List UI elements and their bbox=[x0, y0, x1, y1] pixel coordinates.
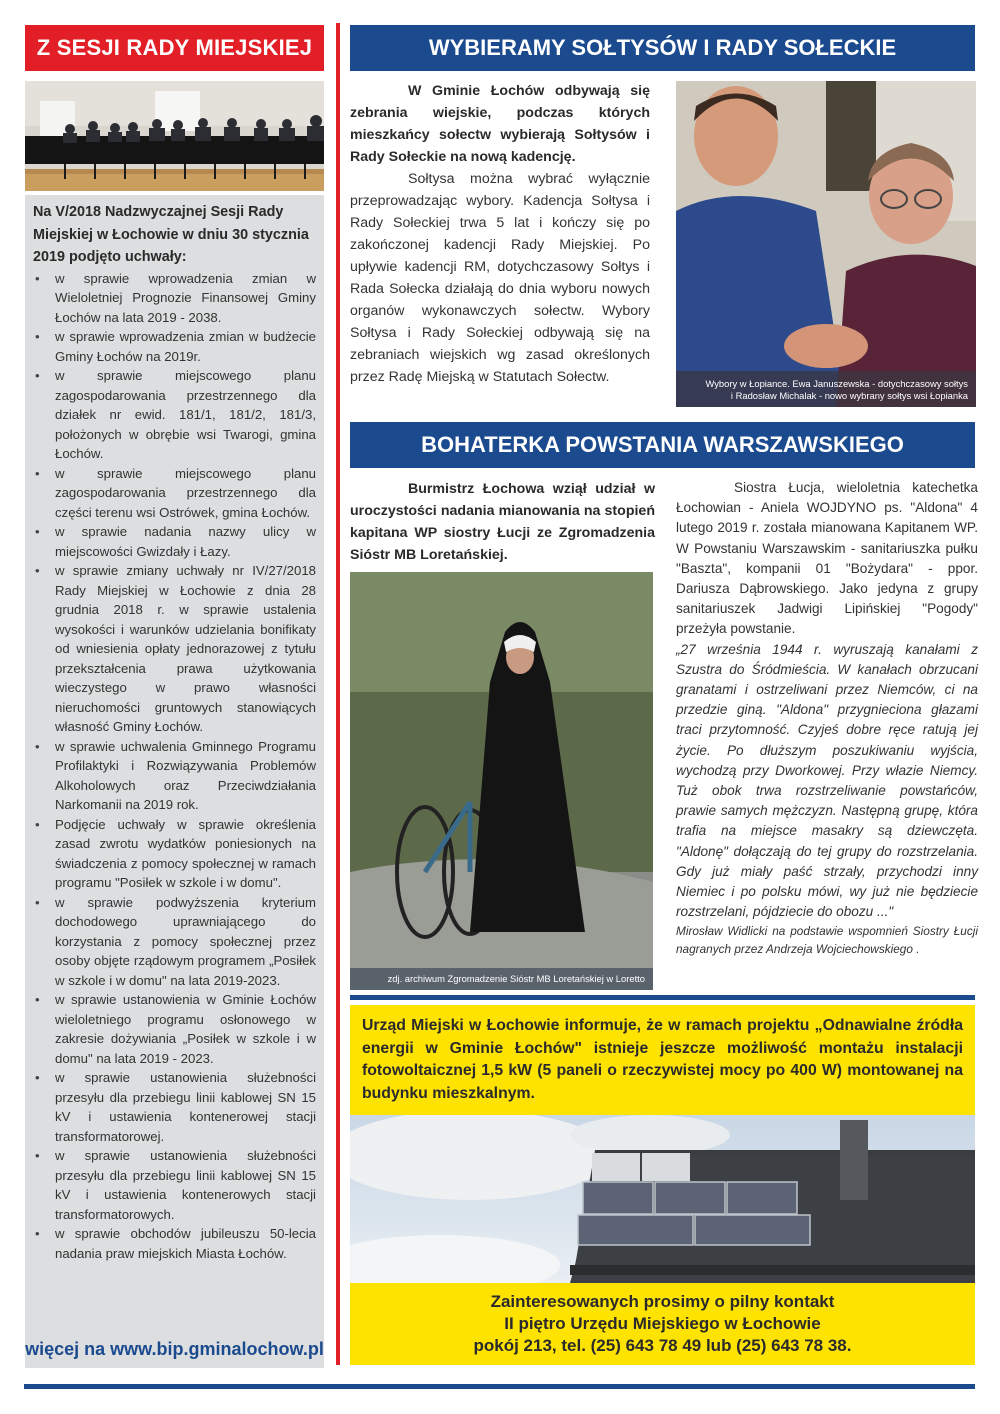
bip-website-link[interactable]: więcej na www.bip.gminalochow.pl bbox=[25, 1339, 324, 1359]
soltys-article bbox=[350, 80, 650, 388]
resolution-item: • w sprawie ustanowienia w Gminie Łochów wieloletniego programu osłonowego w zakresie dożywiania „Posiłek w szkole i w domu" na lata 2019 - 2023. bbox=[33, 990, 316, 1068]
bottom-blue-rule bbox=[24, 1384, 975, 1389]
contact-phone: pokój 213, tel. (25) 643 78 49 lub (25) 643 78 38. bbox=[473, 1336, 852, 1355]
heroine-lead-text: Burmistrz Łochowa wziął udział w uroczystości nadania mianowania na stopień kapitana WP siostry Łucji ze Zgromadzenia Sióstr MB Loretańskiej. bbox=[350, 481, 655, 563]
heroine-quote-author: Mirosław Widlicki na podstawie wspomnień Siostry Łucji nagranych przez Andrzeja Wojciechowskiego . bbox=[676, 924, 978, 957]
soltys-lead: W Gminie Łochów odbywają się zebrania wiejskie, podczas których mieszkańcy sołectw wybierają Sołtysów i Rady Sołeckie na nową kadencję. bbox=[350, 83, 650, 165]
heroine-article bbox=[676, 478, 978, 958]
heroine-photo-caption: zdj. archiwum Zgromadzenie Sióstr MB Loretańskiej w Loretto bbox=[387, 973, 645, 984]
soltys-body: Sołtysa można wybrać wyłącznie przeprowadzając wybory. Kadencja Sołtysa i Rady Sołeckiej trwa 5 lat i kończy się po zakończonej kadencji Rady Miejskiej. Po upływie kadencji RM, dotychczasowy Sołtys i Rada Sołecka działają do dnia wyboru nowych organów wykonawczych sołectw. Wybory Sołtysa i Rady Sołeckiej odbywają się na zebraniach wiejskich wg zasad określonych przez Radę Miejską w Statutach Sołectw. bbox=[350, 171, 650, 385]
contact-line: Zainteresowanych prosimy o pilny kontakt bbox=[490, 1292, 835, 1311]
caption-line: Wybory w Łopiance. Ewa Januszewska - dotychczasowy sołtys bbox=[705, 378, 968, 389]
council-session-title: Z SESJI RADY MIEJSKIEJ bbox=[36, 35, 313, 60]
resolutions-intro: Na V/2018 Nadzwyczajnej Sesji Rady Miejskiej w Łochowie w dniu 30 stycznia 2019 podjęto uchwały: bbox=[33, 204, 309, 265]
soltys-election-title: WYBIERAMY SOŁTYSÓW I RADY SOŁECKIE bbox=[428, 35, 897, 60]
resolution-item: • w sprawie miejscowego planu zagospodarowania przestrzennego dla działek nr ewid. 181/1, 181/2, 181/3, położonych w obrębie wsi Twarogi, gmina Łochów. bbox=[33, 366, 316, 464]
heroine-header bbox=[350, 422, 975, 468]
council-session-photo bbox=[25, 81, 324, 191]
heroine-title: BOHATERKA POWSTANIA WARSZAWSKIEGO bbox=[421, 432, 904, 457]
resolution-item: • w sprawie zmiany uchwały nr IV/27/2018 Rady Miejskiej w Łochowie z dnia 28 grudnia 2018 r. w sprawie ustalenia wysokości i warunków udzielania bonifikaty od wniesienia opłaty jednorazowej z tytułu przekształcenia prawa użytkowania wieczystego w prawo własności nieruchomości gruntowych stanowiących własność Gminy Łochów. bbox=[33, 561, 316, 737]
resolution-item: • w sprawie podwyższenia kryterium dochodowego uprawniającego do korzystania z pomocy społecznej przez osoby objęte rządowym programem „Posiłek w szkole i w domu" na lata 2019-2023. bbox=[33, 893, 316, 991]
solar-panels-image bbox=[350, 1115, 975, 1283]
council-session-header bbox=[25, 25, 324, 71]
resolution-item: • w sprawie ustanowienia służebności przesyłu dla przebiegu linii kablowej SN 15 kV i ustawienia kontenerowej stacji transformatorowej. bbox=[33, 1068, 316, 1146]
resolution-item: • w sprawie nadania nazwy ulicy w miejscowości Gwizdały i Łazy. bbox=[33, 522, 316, 561]
solar-roof-photo bbox=[350, 1115, 975, 1283]
nun-with-bicycle-image bbox=[350, 572, 653, 990]
resolutions-list bbox=[33, 269, 316, 1264]
solar-contact-box bbox=[350, 1283, 975, 1365]
soltys-election-header bbox=[350, 25, 975, 71]
soltys-election-photo bbox=[676, 81, 976, 407]
resolution-item: • w sprawie uchwalenia Gminnego Programu Profilaktyki i Rozwiązywania Problemów Alkoholowych oraz Przeciwdziałania Narkomanii na 2019 rok. bbox=[33, 737, 316, 815]
vertical-red-divider bbox=[336, 23, 340, 1365]
solar-info-box bbox=[350, 1005, 975, 1115]
resolution-item: • w sprawie miejscowego planu zagospodarowania przestrzennego dla części terenu wsi Ostrówek, gmina Łochów. bbox=[33, 464, 316, 523]
heroine-lead bbox=[350, 478, 655, 566]
handshake-image bbox=[676, 81, 976, 407]
resolution-item: • w sprawie ustanowienia służebności przesyłu dla przebiegu linii kablowej SN 15 kV i ustawienia kontenerowych stacji transformatorowych. bbox=[33, 1146, 316, 1224]
resolution-item: • w sprawie wprowadzenia zmian w budżecie Gminy Łochów na 2019r. bbox=[33, 327, 316, 366]
resolution-item: • w sprawie obchodów jubileuszu 50-lecia nadania praw miejskich Miasta Łochów. bbox=[33, 1224, 316, 1263]
heroine-body: Siostra Łucja, wieloletnia katechetka Łochowian - Aniela WOJDYNO ps. "Aldona" 4 lutego 2019 r. została mianowana Kapitanem WP. W Powstaniu Warszawskim - sanitariuszka pułku "Baszta", kompanii 01 "Bożydara" - ppor. Dariusza Dąbrowskiego. Jako jedyna z grupy sanitariuszek Jadwigi Lipińskiej "Pogody" przeżyła powstanie. bbox=[676, 480, 978, 637]
resolution-item: • Podjęcie uchwały w sprawie określenia zasad zwrotu wydatków poniesionych na świadczenia z pomocy społecznej w ramach programu "Posiłek w szkole i w domu". bbox=[33, 815, 316, 893]
soltys-photo-caption bbox=[705, 378, 968, 402]
council-resolutions-panel bbox=[25, 195, 324, 1368]
resolution-item: • w sprawie wprowadzenia zmian w Wieloletniej Prognozie Finansowej Gminy Łochów na lata 2019 - 2038. bbox=[33, 269, 316, 328]
caption-line: i Radosław Michalak - nowo wybrany sołtys wsi Łopianka bbox=[730, 390, 968, 401]
sister-lucja-photo bbox=[350, 572, 653, 990]
council-meeting-image bbox=[25, 81, 324, 191]
contact-line: II piętro Urzędu Miejskiego w Łochowie bbox=[504, 1314, 821, 1333]
heroine-quote: „27 września 1944 r. wyruszają kanałami z Szustra do Śródmieścia. W kanałach obrzucani granatami i ostrzeliwani przez Niemców, ci na przedzie giną. "Aldona" przygnieciona głazami traci przytomność. Czyjeś dobre ręce ratują jej życie. Po dłuższym poszukiwaniu wyjścia, wychodzą przy Dworkowej. Przy włazie Niemcy. Tuż obok trwa rozstrzeliwanie powstańców, prawie samych mężczyzn. Następną grupę, która trafia na miejsce masakry są dziewczęta. "Aldonę" dołączają do tej grupy do rozstrzelania. Gdy już miały paść strzały, przychodzi inny Niemiec i po polsku mówi, wy już nie będziecie rozstrzelani, pójdziecie do obozu ..." bbox=[676, 641, 978, 920]
solar-info-text: Urząd Miejski w Łochowie informuje, że w ramach projektu „Odnawialne źródła energii w Gminie Łochów" istnieje jeszcze możliwość montażu instalacji fotowoltaicznej 1,5 kW (5 paneli o rzeczywistej mocy po 400 W) montowanej na budynku mieszkalnym. bbox=[362, 1017, 963, 1102]
section-blue-rule bbox=[350, 995, 975, 1000]
